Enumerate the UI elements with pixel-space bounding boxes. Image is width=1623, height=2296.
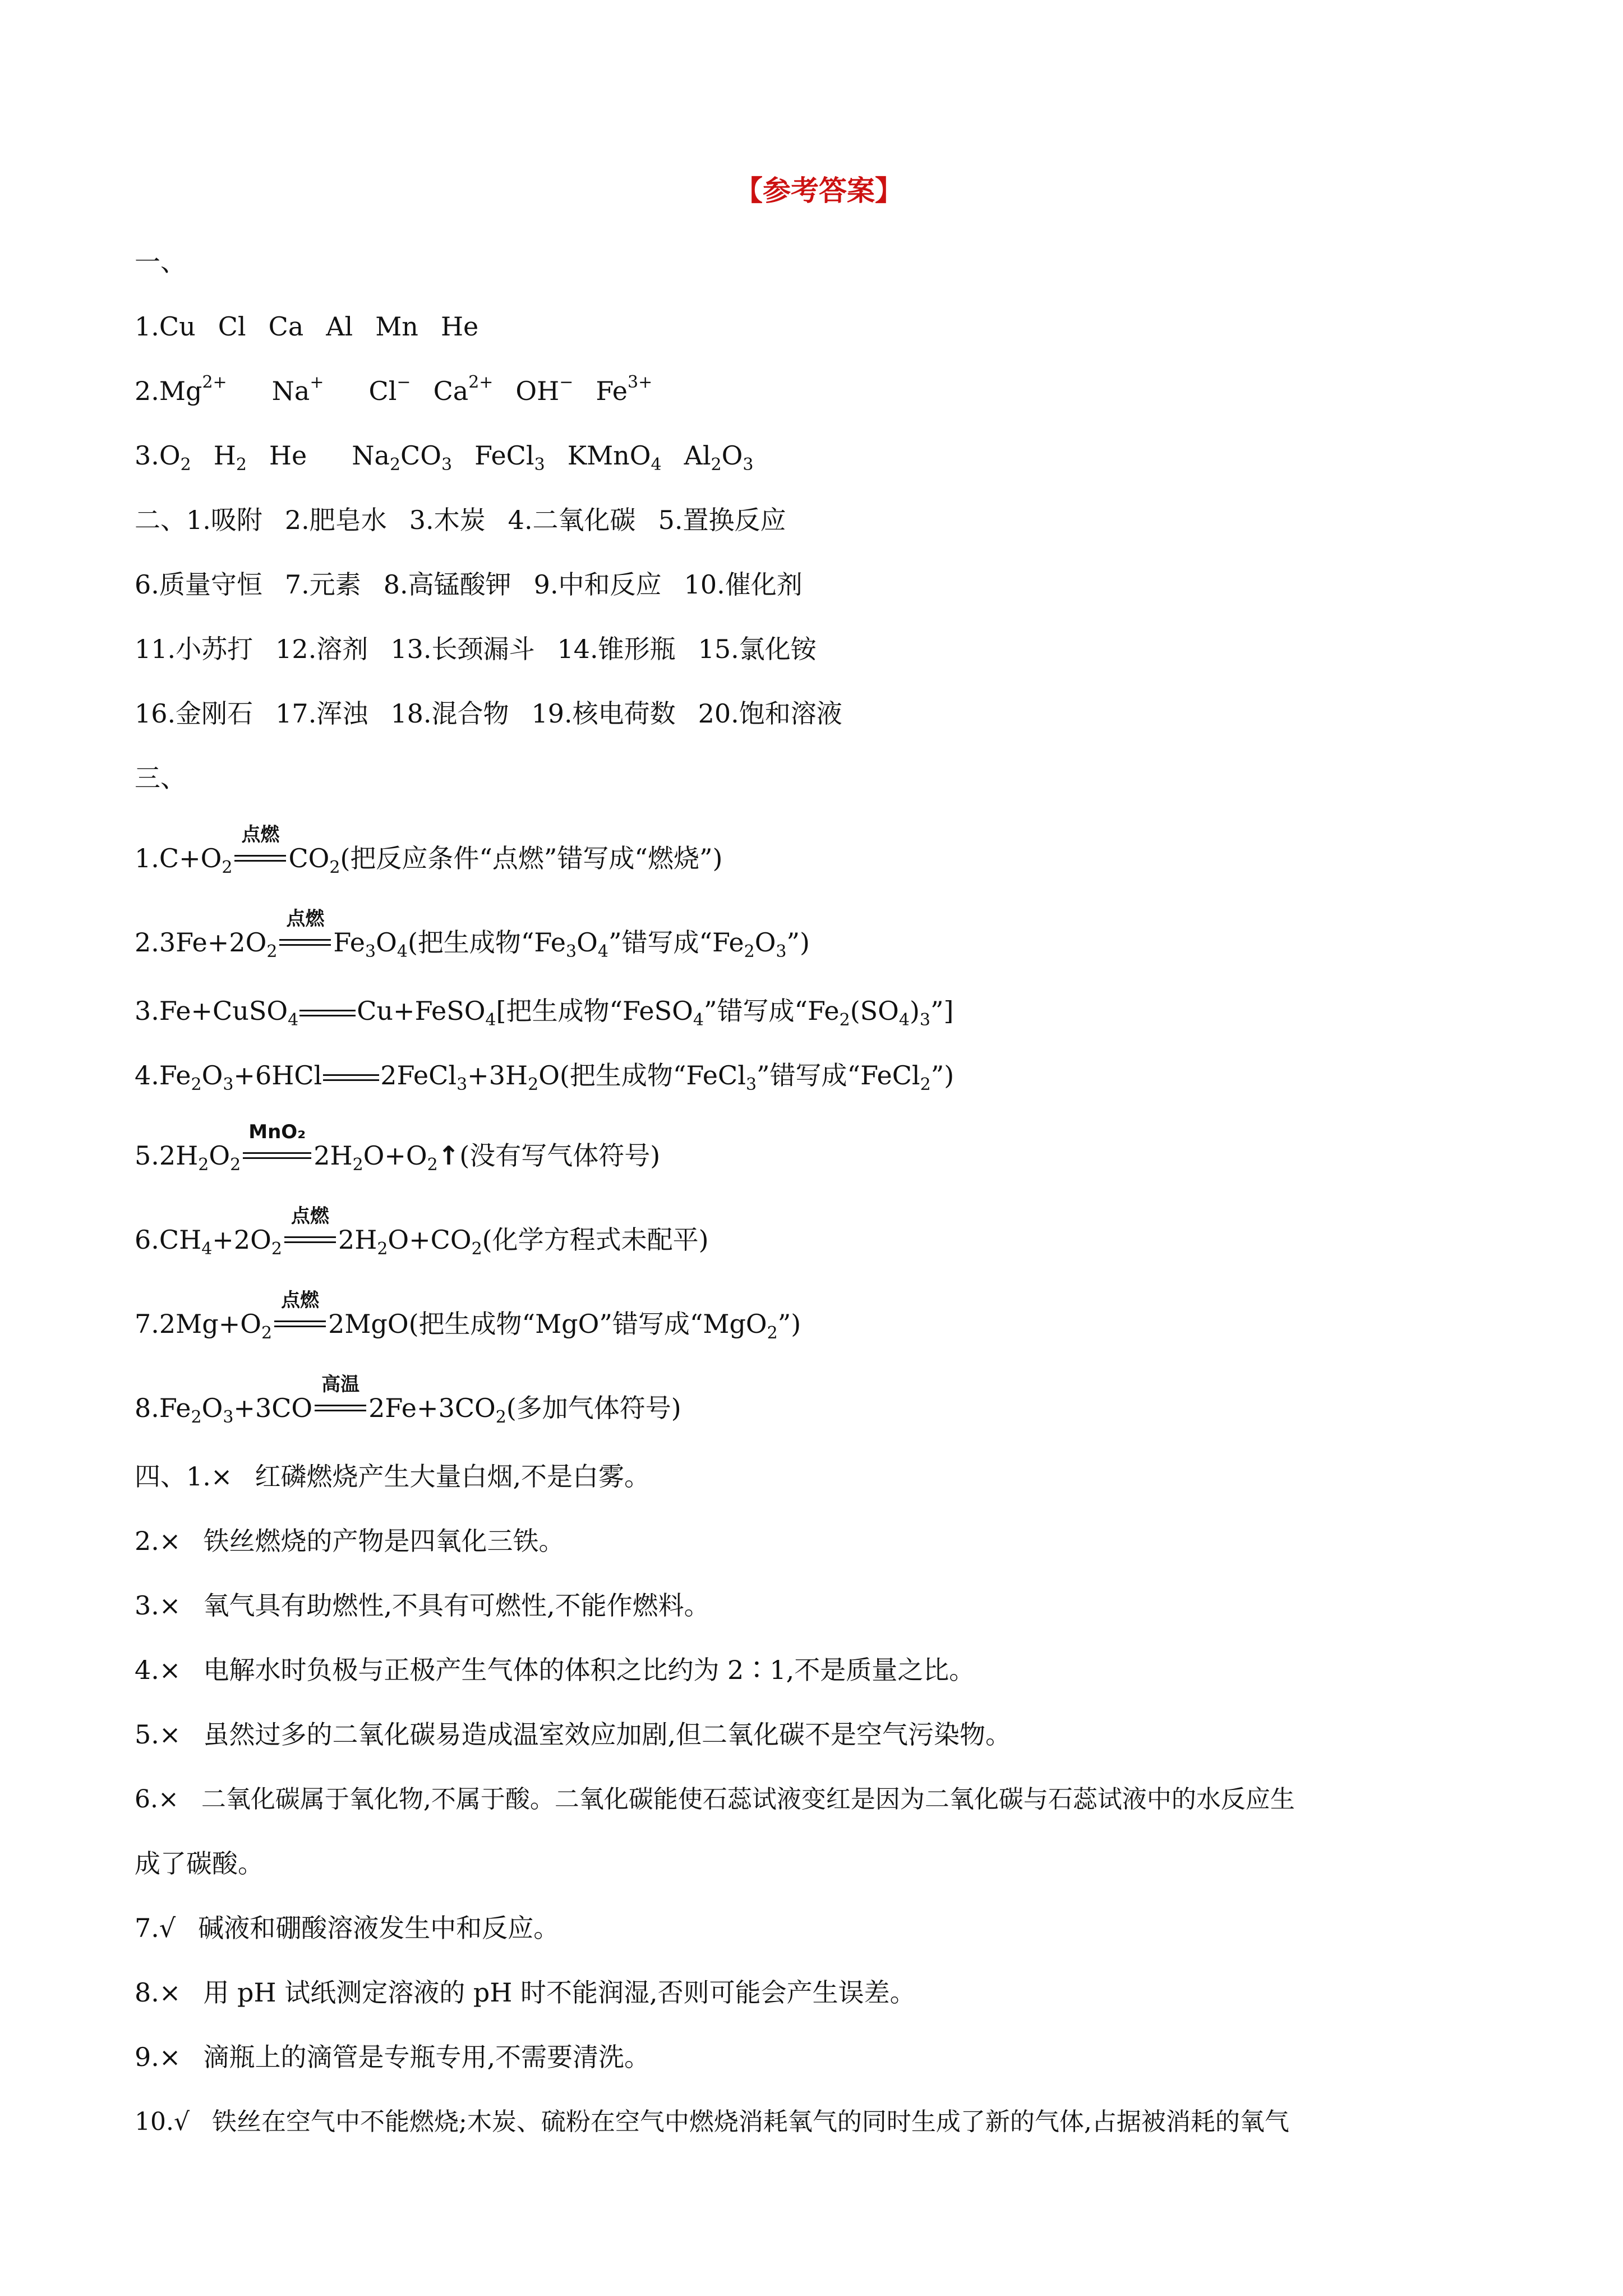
s4-item: 2.× 铁丝燃烧的产物是四氧化三铁。 (135, 1526, 565, 1556)
judgement-mark: √ (159, 1913, 176, 1943)
s1-q1-item: Al (326, 311, 353, 342)
ion: $Fe^{3+}$ (596, 372, 653, 406)
section2-heading: 二、 (135, 505, 186, 535)
answer-sheet (135, 168, 1503, 2154)
s4-item: 3.× 氧气具有助燃性,不具有可燃性,不能作燃料。 (135, 1590, 710, 1621)
equation-2: $2.3Fe+2O_2$ 点燃 $Fe_3O_4$(把生成物“$Fe_3O_4$”错写成“$Fe_2O_3$”) (135, 908, 810, 961)
judgement-mark: √ (173, 2108, 190, 2136)
s4-item: 8.× 用 pH 试纸测定溶液的 pH 时不能润湿,否则可能会产生误差。 (135, 1977, 916, 2008)
judgement-mark: × (159, 1655, 181, 1685)
judgement-mark: × (159, 1977, 181, 2008)
section1-heading: 一、 (135, 247, 186, 277)
ion: $Mg^{2+}$ (159, 372, 227, 406)
s2-row: 6.质量守恒 7.元素 8.高锰酸钾 9.中和反应 10.催化剂 (135, 569, 803, 600)
s4-item: 9.× 滴瓶上的滴管是专瓶专用,不需要清洗。 (135, 2042, 651, 2072)
condition-mark: 点燃 (282, 1231, 338, 1253)
gas-arrow-icon: ↑ (437, 1140, 460, 1171)
condition-mark: 高温 (312, 1399, 368, 1421)
condition-mark: 点燃 (277, 933, 333, 956)
s4-item: 5.× 虽然过多的二氧化碳易造成温室效应加剧,但二氧化碳不是空气污染物。 (135, 1719, 1012, 1750)
judgement-mark: × (159, 1526, 181, 1556)
judgement-mark: × (159, 1590, 181, 1621)
s4-item: 四、1.× 红磷燃烧产生大量白烟,不是白雾。 (135, 1461, 651, 1492)
equation-4: $4.Fe_2O_3+6HCl$ $2FeCl_3+3H_2O$(把生成物“FeCl$_3$”错写成“FeCl$_2$”) (135, 1060, 955, 1094)
s1-q1-num: 1. (135, 311, 159, 342)
s4-item-continuation: 成了碳酸。 (135, 1848, 264, 1879)
equation-5: $5.2H_2O_2$ MnO₂ $2H_2O+O_2↑$(没有写气体符号) (135, 1121, 661, 1175)
ion: Na+ (271, 372, 324, 406)
section3-heading: 三、 (135, 763, 186, 793)
equation-7: $7.2Mg+O_2$ 点燃 2MgO(把生成物“MgO”错写成“MgO$_2$”) (135, 1289, 801, 1343)
s2-row: 二、1.吸附 2.肥皂水 3.木炭 4.二氧化碳 5.置换反应 (135, 505, 786, 535)
s1-q1-item: He (440, 311, 479, 342)
s1-q3-num: 3. (135, 440, 159, 471)
ion: Cl− (368, 372, 411, 406)
section4-heading: 四、 (135, 1461, 186, 1492)
equation-6: $6.CH_4+2O_2$ 点燃 $2H_2O+CO_2$(化学方程式未配平) (135, 1205, 709, 1259)
s1-q1-item: Cu (159, 311, 196, 342)
judgement-mark: × (159, 2042, 181, 2072)
equation-1: $1.C+O_2$ 点燃 $CO_2$(把反应条件“点燃”错写成“燃烧”) (135, 823, 723, 877)
judgement-mark: × (159, 1719, 181, 1750)
page-title: 【参考答案】 (735, 174, 903, 207)
s4-item: 4.× 电解水时负极与正极产生气体的体积之比约为 2∶1,不是质量之比。 (135, 1655, 975, 1685)
s2-row: 11.小苏打 12.溶剂 13.长颈漏斗 14.锥形瓶 15.氯化铵 (135, 634, 817, 664)
s1-q1-item: Ca (268, 311, 304, 342)
s1-q1-item: Cl (218, 311, 246, 342)
ion: OH− (515, 372, 574, 406)
s4-item: 6.× 二氧化碳属于氧化物,不属于酸。二氧化碳能使石蕊试液变红是因为二氧化碳与石蕊试液中的水反应生 (135, 1785, 1295, 1814)
equation-3: 3.Fe+CuSO$_4$ Cu+FeSO$_4$[把生成物“FeSO$_4$”错写成“$Fe_2(SO_4)_3$”] (135, 996, 954, 1030)
s1-q2-num: 2. (135, 376, 159, 406)
s1-q3: $3.O_2$ $H_2$ He $Na_2CO_3$ FeCl$_3$ KMnO$_4$ $Al_2O_3$ (135, 440, 754, 475)
condition-mark: MnO₂ (241, 1147, 313, 1169)
s1-q2 (135, 359, 1503, 424)
judgement-mark: × (158, 1785, 179, 1814)
condition-mark: 点燃 (232, 849, 288, 872)
s1-q1 (135, 295, 1503, 359)
s4-item: 10.√ 铁丝在空气中不能燃烧;木炭、硫粉在空气中燃烧消耗氧气的同时生成了新的气体,占据被消耗的氧气 (135, 2108, 1289, 2136)
judgement-mark: × (210, 1461, 233, 1492)
s4-item: 7.√ 碱液和硼酸溶液发生中和反应。 (135, 1913, 560, 1943)
ion: $Ca^{2+}$ (433, 372, 494, 406)
s2-row: 16.金刚石 17.浑浊 18.混合物 19.核电荷数 20.饱和溶液 (135, 698, 842, 729)
condition-mark: 点燃 (272, 1315, 328, 1337)
s1-q1-item: Mn (375, 311, 418, 342)
equation-8: $8.Fe_2O_3+3CO$ 高温 $2Fe+3CO_2$(多加气体符号) (135, 1373, 681, 1427)
